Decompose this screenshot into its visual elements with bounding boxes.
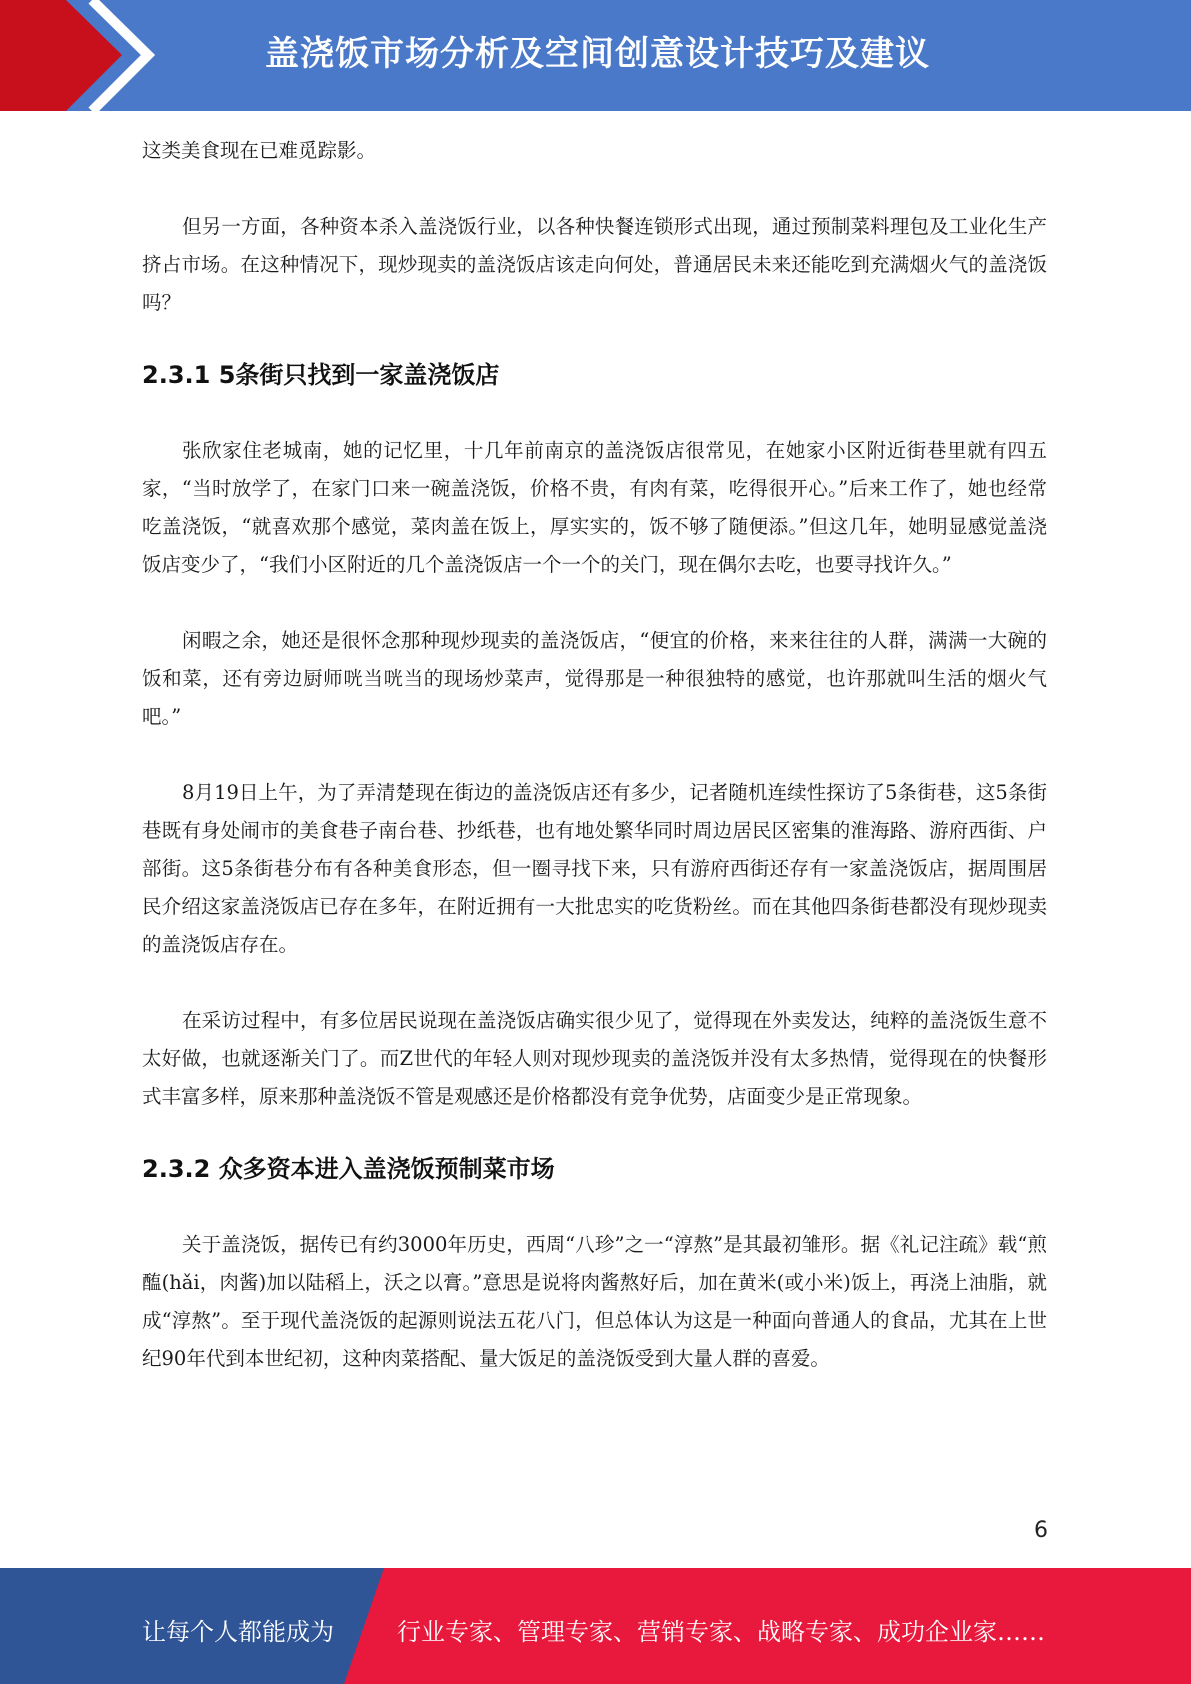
- footer-slogan-right: 行业专家、管理专家、营销专家、战略专家、成功企业家……: [397, 1618, 1045, 1646]
- page-header: [0, 0, 1191, 111]
- paragraph: 闲暇之余，她还是很怀念那种现炒现卖的盖浇饭店，“便宜的价格，来来往往的人群，满满一大碗的饭和菜，还有旁边厨师咣当咣当的现场炒菜声，觉得那是一种很独特的感觉，也许那就叫生活的烟火气吧。”: [142, 629, 1047, 728]
- paragraph: 在采访过程中，有多位居民说现在盖浇饭店确实很少见了，觉得现在外卖发达，纯粹的盖浇饭生意不太好做，也就逐渐关门了。而Z世代的年轻人则对现炒现卖的盖浇饭并没有太多热情，觉得现在的快餐形式丰富多样，原来那种盖浇饭不管是观感还是价格都没有竞争优势，店面变少是正常现象。: [142, 1009, 1047, 1108]
- main-content: [142, 132, 1047, 1378]
- paragraph: 但另一方面，各种资本杀入盖浇饭行业，以各种快餐连锁形式出现，通过预制菜料理包及工业化生产挤占市场。在这种情况下，现炒现卖的盖浇饭店该走向何处，普通居民未来还能吃到充满烟火气的盖浇饭吗？: [142, 215, 1047, 314]
- document-title: 盖浇饭市场分析及空间创意设计技巧及建议: [265, 34, 930, 74]
- page-number: 6: [1034, 1518, 1048, 1543]
- section-heading: 2.3.1 5条街只找到一家盖浇饭店: [142, 361, 500, 389]
- paragraph: 关于盖浇饭，据传已有约3000年历史，西周“八珍”之一“淳熬”是其最初雏形。据《礼记注疏》载“煎醢(hǎi，肉酱)加以陆稻上，沃之以膏。”意思是说将肉酱熬好后，加在黄米(或小米)饭上，再浇上油脂，就成“淳熬”。至于现代盖浇饭的起源则说法五花八门，但总体认为这是一种面向普通人的食品，尤其在上世纪90年代到本世纪初，这种肉菜搭配、量大饭足的盖浇饭受到大量人群的喜爱。: [142, 1233, 1047, 1370]
- page-footer: [0, 1568, 1191, 1684]
- section-heading: 2.3.2 众多资本进入盖浇饭预制菜市场: [142, 1155, 555, 1183]
- footer-slogan-left: 让每个人都能成为: [142, 1618, 334, 1646]
- paragraph: 张欣家住老城南，她的记忆里，十几年前南京的盖浇饭店很常见，在她家小区附近街巷里就有四五家，“当时放学了，在家门口来一碗盖浇饭，价格不贵，有肉有菜，吃得很开心。”后来工作了，她也经常吃盖浇饭，“就喜欢那个感觉，菜肉盖在饭上，厚实实的，饭不够了随便添。”但这几年，她明显感觉盖浇饭店变少了，“我们小区附近的几个盖浇饭店一个一个的关门，现在偶尔去吃，也要寻找许久。”: [142, 439, 1047, 576]
- paragraph: 8月19日上午，为了弄清楚现在街边的盖浇饭店还有多少，记者随机连续性探访了5条街巷，这5条街巷既有身处闹市的美食巷子南台巷、抄纸巷，也有地处繁华同时周边居民区密集的淮海路、游府西街、户部街。这5条街巷分布有各种美食形态，但一圈寻找下来，只有游府西街还存有一家盖浇饭店，据周围居民介绍这家盖浇饭店已存在多年，在附近拥有一大批忠实的吃货粉丝。而在其他四条街巷都没有现炒现卖的盖浇饭店存在。: [142, 781, 1047, 956]
- paragraph: 这类美食现在已难觅踪影。: [142, 139, 377, 162]
